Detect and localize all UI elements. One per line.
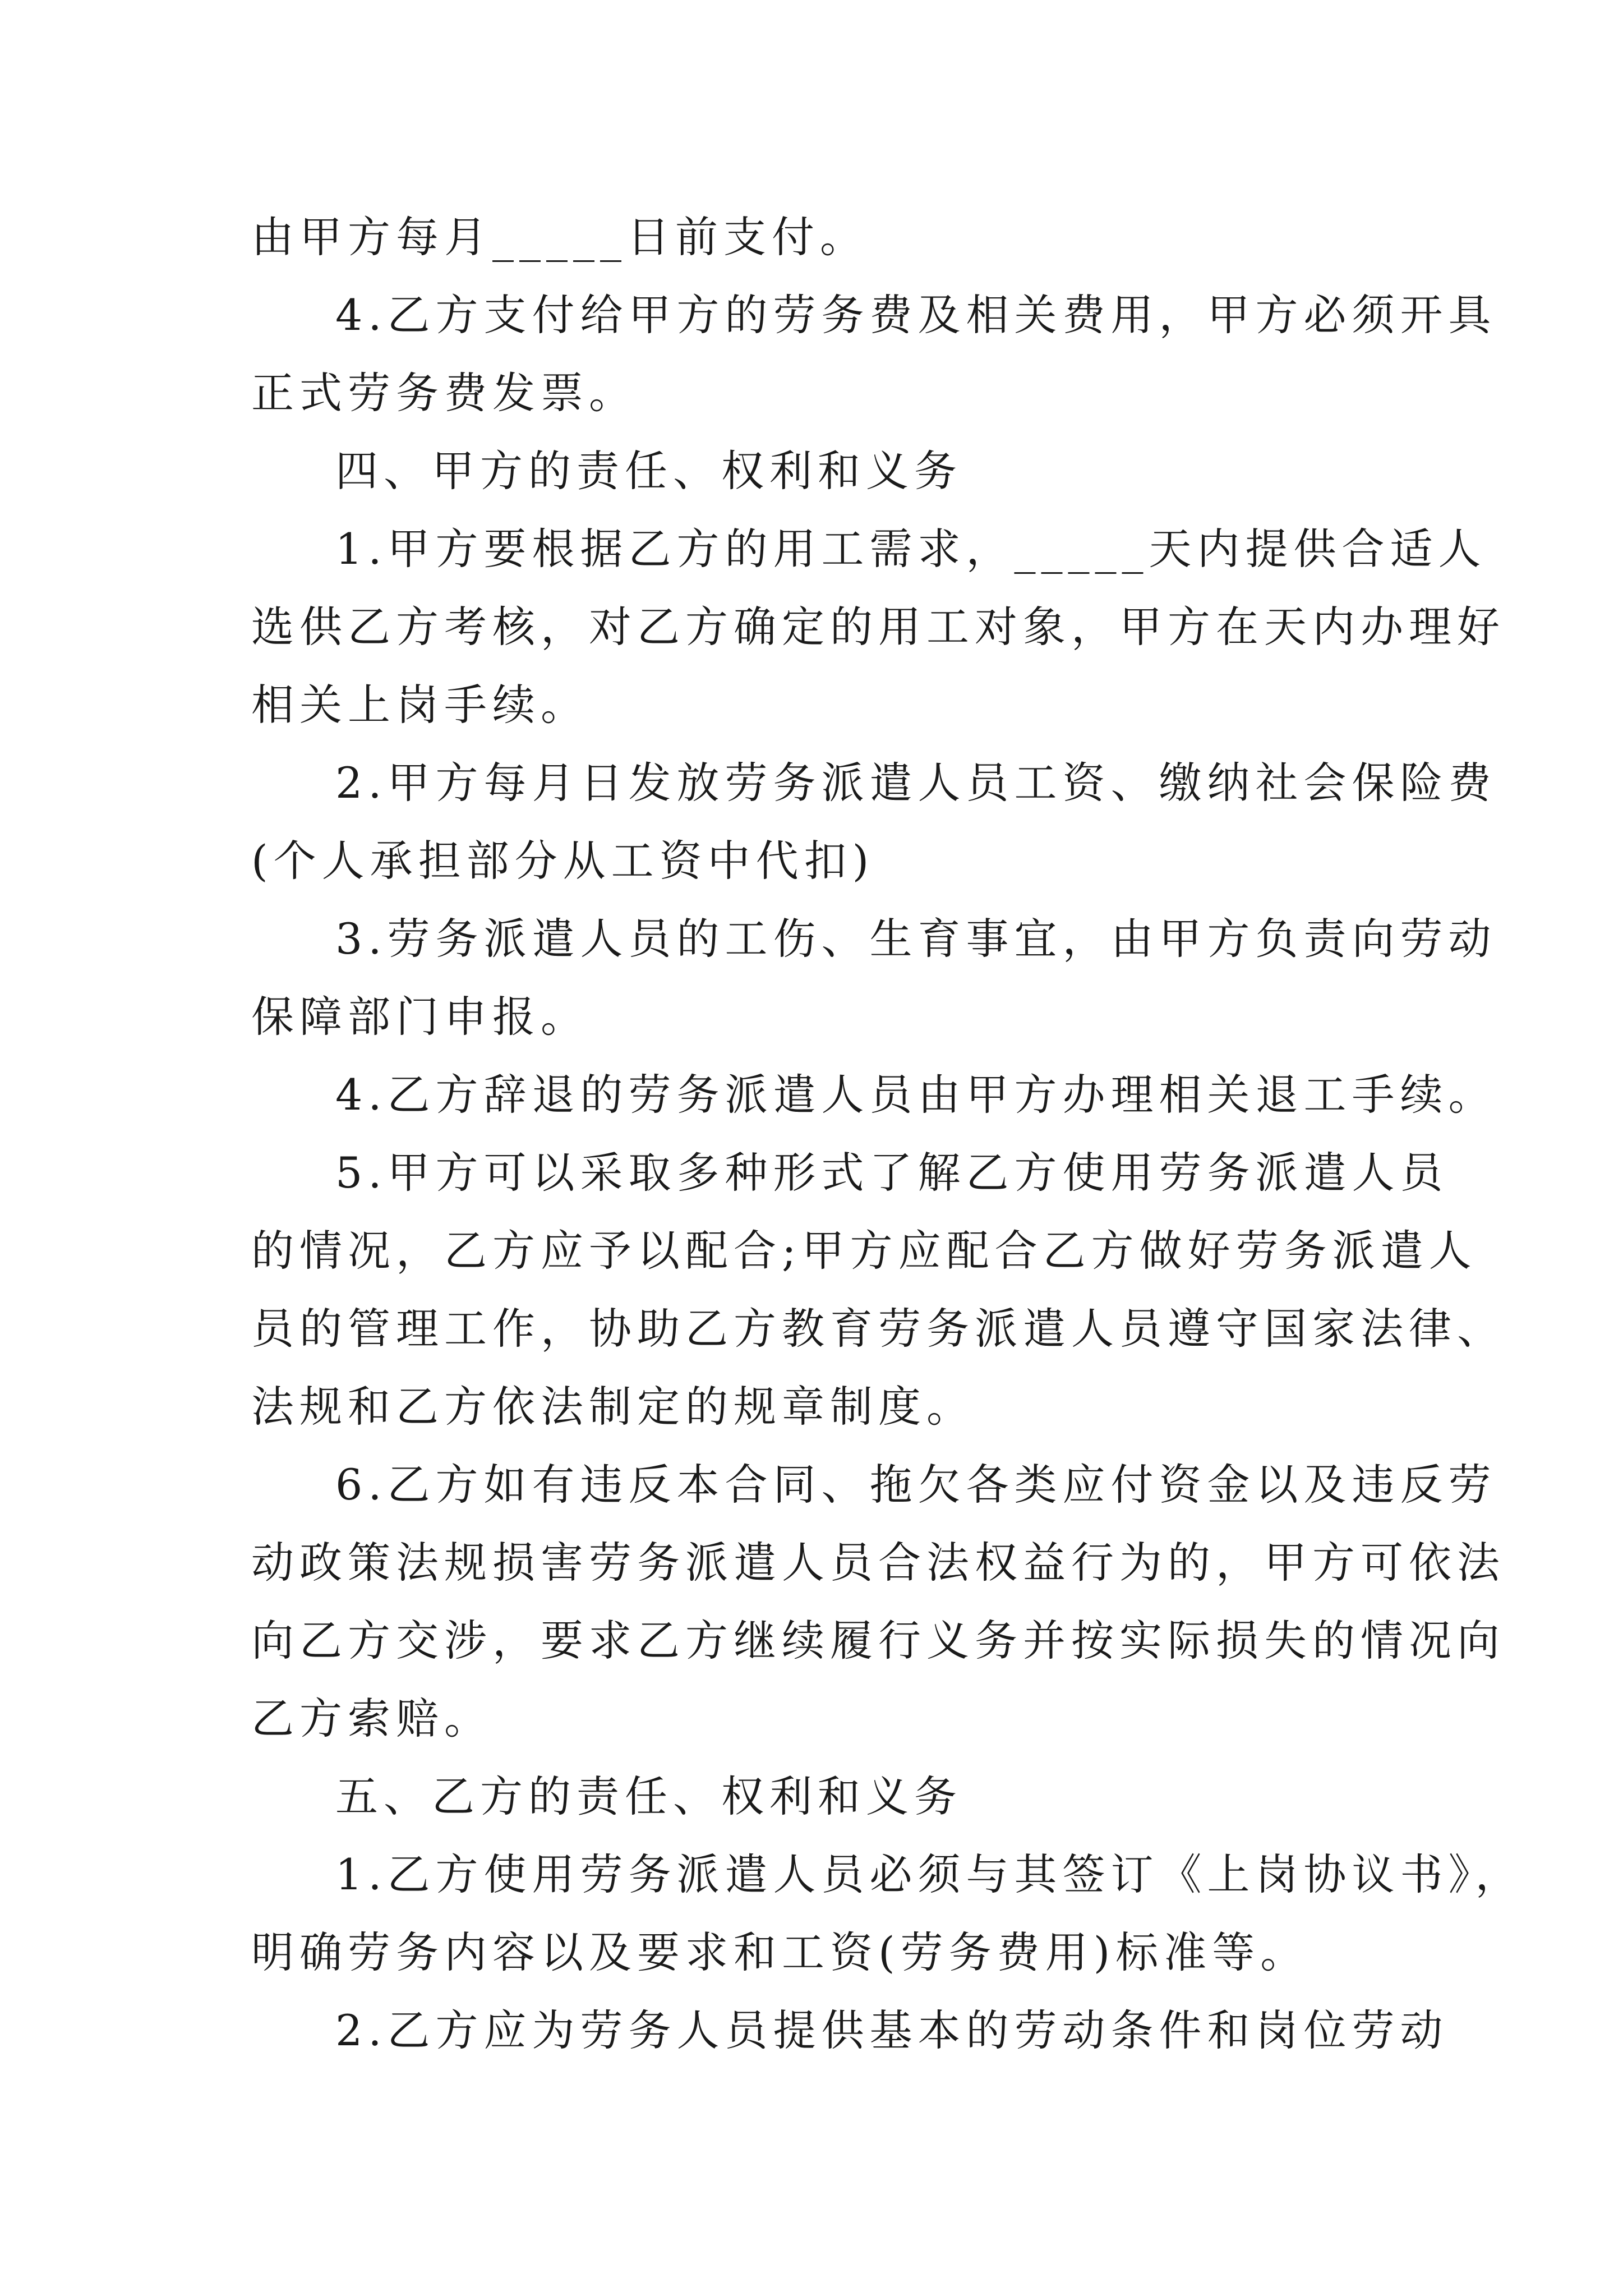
text-line-15: 员的管理工作，协助乙方教育劳务派遣人员遵守国家法律、 bbox=[251, 1304, 1505, 1354]
text-line-24: 2.乙方应为劳务人员提供基本的劳动条件和岗位劳动 bbox=[335, 2005, 1449, 2055]
text-line-1: 由甲方每月_____日前支付。 bbox=[251, 212, 868, 262]
text-line-2: 4.乙方支付给甲方的劳务费及相关费用，甲方必须开具 bbox=[335, 290, 1497, 340]
text-line-18: 动政策法规损害劳务派遣人员合法权益行为的，甲方可依法 bbox=[251, 1538, 1505, 1588]
text-line-14: 的情况，乙方应予以配合;甲方应配合乙方做好劳务派遣人 bbox=[251, 1226, 1477, 1276]
text-line-7: 相关上岗手续。 bbox=[251, 680, 589, 730]
text-line-11: 保障部门申报。 bbox=[251, 992, 589, 1042]
text-line-16: 法规和乙方依法制定的规章制度。 bbox=[251, 1382, 975, 1432]
text-line-23: 明确劳务内容以及要求和工资(劳务费用)标准等。 bbox=[251, 1927, 1309, 1977]
text-line-17: 6.乙方如有违反本合同、拖欠各类应付资金以及违反劳 bbox=[335, 1460, 1497, 1510]
text-line-8: 2.甲方每月日发放劳务派遣人员工资、缴纳社会保险费 bbox=[335, 758, 1497, 808]
text-line-22: 1.乙方使用劳务派遣人员必须与其签订《上岗协议书》， bbox=[335, 1849, 1524, 1899]
text-line-10: 3.劳务派遣人员的工伤、生育事宜，由甲方负责向劳动 bbox=[335, 914, 1497, 964]
text-line-13: 5.甲方可以采取多种形式了解乙方使用劳务派遣人员 bbox=[335, 1148, 1449, 1198]
text-line-3: 正式劳务费发票。 bbox=[251, 368, 637, 418]
text-line-19: 向乙方交涉，要求乙方继续履行义务并按实际损失的情况向 bbox=[251, 1616, 1505, 1665]
section-heading-4: 四、甲方的责任、权利和义务 bbox=[335, 446, 962, 496]
text-line-6: 选供乙方考核，对乙方确定的用工对象，甲方在天内办理好 bbox=[251, 602, 1505, 652]
text-line-12: 4.乙方辞退的劳务派遣人员由甲方办理相关退工手续。 bbox=[335, 1070, 1497, 1120]
text-line-5: 1.甲方要根据乙方的用工需求，_____天内提供合适人 bbox=[335, 524, 1487, 574]
section-heading-21: 五、乙方的责任、权利和义务 bbox=[335, 1772, 962, 1821]
text-line-20: 乙方索赔。 bbox=[251, 1694, 492, 1743]
text-line-9: (个人承担部分从工资中代扣) bbox=[251, 836, 875, 886]
